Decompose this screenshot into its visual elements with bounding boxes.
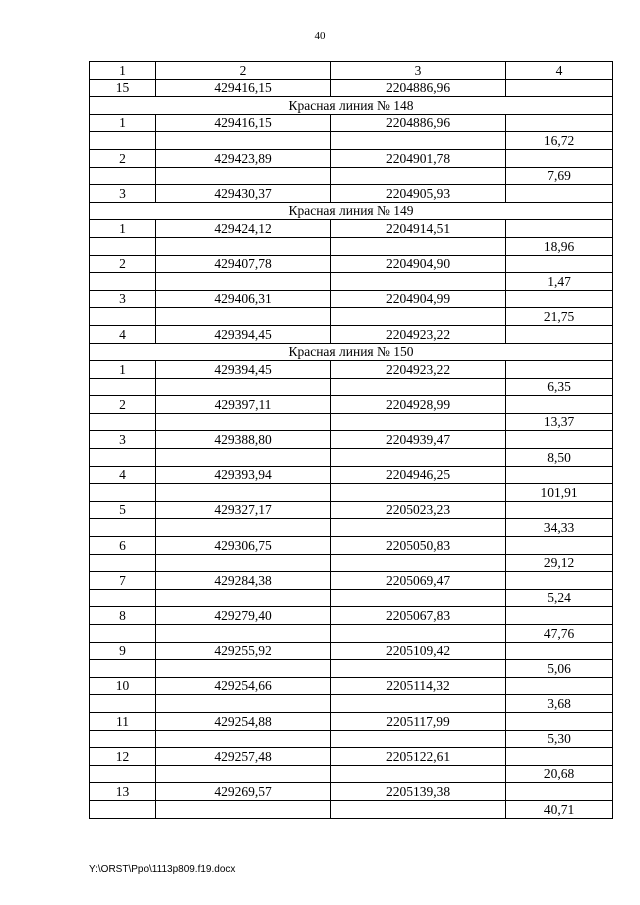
empty-cell <box>506 431 613 449</box>
empty-cell <box>506 114 613 132</box>
empty-cell <box>156 378 331 396</box>
distance-row <box>90 519 613 537</box>
empty-cell <box>156 237 331 255</box>
coordinate-x: 429388,80 <box>156 431 331 449</box>
empty-cell <box>156 484 331 502</box>
distance-row <box>90 308 613 326</box>
segment-length: 29,12 <box>506 554 613 572</box>
empty-cell <box>90 695 156 713</box>
point-number: 6 <box>90 537 156 555</box>
distance-row <box>90 378 613 396</box>
empty-cell <box>156 167 331 185</box>
point-number: 4 <box>90 325 156 343</box>
point-number: 10 <box>90 677 156 695</box>
empty-cell <box>90 660 156 678</box>
empty-cell <box>331 484 506 502</box>
empty-cell <box>506 607 613 625</box>
point-row <box>90 149 613 167</box>
segment-length: 47,76 <box>506 625 613 643</box>
empty-cell <box>331 132 506 150</box>
point-number: 13 <box>90 783 156 801</box>
coordinate-y: 2204904,90 <box>331 255 506 273</box>
coordinate-y: 2205067,83 <box>331 607 506 625</box>
segment-length: 8,50 <box>506 449 613 467</box>
coordinate-y: 2204886,96 <box>331 114 506 132</box>
empty-cell <box>331 800 506 818</box>
point-number: 3 <box>90 431 156 449</box>
empty-cell <box>90 589 156 607</box>
empty-cell <box>506 501 613 519</box>
coordinate-x: 429255,92 <box>156 642 331 660</box>
coordinate-x: 429254,88 <box>156 712 331 730</box>
empty-cell <box>506 149 613 167</box>
coordinate-x: 429394,45 <box>156 325 331 343</box>
empty-cell <box>156 308 331 326</box>
segment-length: 5,24 <box>506 589 613 607</box>
header-cell-4: 4 <box>506 62 613 80</box>
point-number: 2 <box>90 396 156 414</box>
distance-row <box>90 765 613 783</box>
segment-length: 20,68 <box>506 765 613 783</box>
coordinate-y: 2204928,99 <box>331 396 506 414</box>
point-row <box>90 325 613 343</box>
distance-row <box>90 449 613 467</box>
coordinate-y: 2204946,25 <box>331 466 506 484</box>
empty-cell <box>156 589 331 607</box>
empty-cell <box>331 167 506 185</box>
point-number: 5 <box>90 501 156 519</box>
coordinate-y: 2205023,23 <box>331 501 506 519</box>
empty-cell <box>90 237 156 255</box>
coordinate-y: 2205122,61 <box>331 748 506 766</box>
empty-cell <box>506 783 613 801</box>
segment-length: 5,06 <box>506 660 613 678</box>
coordinate-x: 429269,57 <box>156 783 331 801</box>
empty-cell <box>156 800 331 818</box>
point-number: 15 <box>90 79 156 97</box>
distance-row <box>90 413 613 431</box>
point-row <box>90 677 613 695</box>
coordinate-y: 2204905,93 <box>331 185 506 203</box>
point-number: 7 <box>90 572 156 590</box>
coordinate-x: 429393,94 <box>156 466 331 484</box>
distance-row <box>90 660 613 678</box>
coordinate-y: 2205139,38 <box>331 783 506 801</box>
distance-row <box>90 695 613 713</box>
empty-cell <box>331 308 506 326</box>
empty-cell <box>90 273 156 291</box>
coordinate-x: 429424,12 <box>156 220 331 238</box>
coordinate-y: 2205069,47 <box>331 572 506 590</box>
coordinate-y: 2205050,83 <box>331 537 506 555</box>
segment-length: 7,69 <box>506 167 613 185</box>
empty-cell <box>156 660 331 678</box>
empty-cell <box>331 660 506 678</box>
coordinate-x: 429394,45 <box>156 361 331 379</box>
coordinate-x: 429430,37 <box>156 185 331 203</box>
empty-cell <box>90 730 156 748</box>
header-row <box>90 62 613 80</box>
point-row <box>90 79 613 97</box>
empty-cell <box>90 449 156 467</box>
header-cell-3: 3 <box>331 62 506 80</box>
empty-cell <box>156 519 331 537</box>
coordinate-x: 429279,40 <box>156 607 331 625</box>
empty-cell <box>506 185 613 203</box>
empty-cell <box>156 132 331 150</box>
empty-cell <box>331 589 506 607</box>
section-title: Красная линия № 148 <box>90 97 613 115</box>
empty-cell <box>90 167 156 185</box>
distance-row <box>90 167 613 185</box>
point-number: 3 <box>90 290 156 308</box>
empty-cell <box>506 466 613 484</box>
coordinate-x: 429327,17 <box>156 501 331 519</box>
point-row <box>90 783 613 801</box>
distance-row <box>90 800 613 818</box>
segment-length: 21,75 <box>506 308 613 326</box>
empty-cell <box>506 255 613 273</box>
point-row <box>90 431 613 449</box>
coordinate-x: 429254,66 <box>156 677 331 695</box>
point-number: 1 <box>90 114 156 132</box>
point-row <box>90 114 613 132</box>
segment-length: 13,37 <box>506 413 613 431</box>
point-number: 11 <box>90 712 156 730</box>
empty-cell <box>331 237 506 255</box>
coordinate-x: 429257,48 <box>156 748 331 766</box>
empty-cell <box>156 554 331 572</box>
segment-length: 3,68 <box>506 695 613 713</box>
empty-cell <box>156 273 331 291</box>
empty-cell <box>331 519 506 537</box>
empty-cell <box>156 449 331 467</box>
point-row <box>90 642 613 660</box>
empty-cell <box>506 748 613 766</box>
coordinate-y: 2205117,99 <box>331 712 506 730</box>
empty-cell <box>506 642 613 660</box>
point-row <box>90 220 613 238</box>
coordinate-y: 2205114,32 <box>331 677 506 695</box>
empty-cell <box>156 730 331 748</box>
point-number: 8 <box>90 607 156 625</box>
empty-cell <box>90 132 156 150</box>
distance-row <box>90 730 613 748</box>
point-row <box>90 361 613 379</box>
empty-cell <box>331 625 506 643</box>
point-row <box>90 255 613 273</box>
empty-cell <box>506 396 613 414</box>
segment-length: 6,35 <box>506 378 613 396</box>
empty-cell <box>90 625 156 643</box>
empty-cell <box>90 378 156 396</box>
empty-cell <box>506 677 613 695</box>
point-number: 12 <box>90 748 156 766</box>
coordinate-y: 2204914,51 <box>331 220 506 238</box>
footer-file-path: Y:\ORST\Ppo\1113p809.f19.docx <box>89 864 236 875</box>
segment-length: 16,72 <box>506 132 613 150</box>
point-row <box>90 185 613 203</box>
point-number: 1 <box>90 361 156 379</box>
point-number: 1 <box>90 220 156 238</box>
section-title: Красная линия № 150 <box>90 343 613 361</box>
empty-cell <box>90 308 156 326</box>
header-cell-1: 1 <box>90 62 156 80</box>
section-row <box>90 97 613 115</box>
point-row <box>90 396 613 414</box>
empty-cell <box>90 800 156 818</box>
empty-cell <box>156 765 331 783</box>
segment-length: 1,47 <box>506 273 613 291</box>
empty-cell <box>506 572 613 590</box>
empty-cell <box>156 413 331 431</box>
segment-length: 5,30 <box>506 730 613 748</box>
point-row <box>90 572 613 590</box>
empty-cell <box>506 220 613 238</box>
coordinate-x: 429423,89 <box>156 149 331 167</box>
point-row <box>90 748 613 766</box>
coordinate-x: 429397,11 <box>156 396 331 414</box>
empty-cell <box>90 519 156 537</box>
point-row <box>90 501 613 519</box>
empty-cell <box>331 554 506 572</box>
distance-row <box>90 554 613 572</box>
point-number: 9 <box>90 642 156 660</box>
empty-cell <box>90 765 156 783</box>
point-row <box>90 537 613 555</box>
section-row <box>90 343 613 361</box>
coordinate-y: 2205109,42 <box>331 642 506 660</box>
coordinate-x: 429407,78 <box>156 255 331 273</box>
empty-cell <box>506 325 613 343</box>
segment-length: 40,71 <box>506 800 613 818</box>
empty-cell <box>506 290 613 308</box>
coordinate-y: 2204923,22 <box>331 325 506 343</box>
empty-cell <box>90 413 156 431</box>
empty-cell <box>156 695 331 713</box>
empty-cell <box>506 79 613 97</box>
point-row <box>90 466 613 484</box>
coordinate-x: 429416,15 <box>156 114 331 132</box>
empty-cell <box>331 413 506 431</box>
distance-row <box>90 237 613 255</box>
distance-row <box>90 132 613 150</box>
distance-row <box>90 589 613 607</box>
distance-row <box>90 273 613 291</box>
segment-length: 101,91 <box>506 484 613 502</box>
point-number: 3 <box>90 185 156 203</box>
empty-cell <box>506 361 613 379</box>
empty-cell <box>506 712 613 730</box>
distance-row <box>90 625 613 643</box>
empty-cell <box>156 625 331 643</box>
segment-length: 34,33 <box>506 519 613 537</box>
coordinate-x: 429406,31 <box>156 290 331 308</box>
empty-cell <box>506 537 613 555</box>
empty-cell <box>331 449 506 467</box>
coordinates-table <box>89 61 613 819</box>
section-row <box>90 202 613 220</box>
page-number: 40 <box>314 30 326 42</box>
coordinate-x: 429284,38 <box>156 572 331 590</box>
point-row <box>90 290 613 308</box>
coordinate-y: 2204901,78 <box>331 149 506 167</box>
coordinate-x: 429416,15 <box>156 79 331 97</box>
empty-cell <box>90 554 156 572</box>
segment-length: 18,96 <box>506 237 613 255</box>
point-number: 2 <box>90 255 156 273</box>
section-title: Красная линия № 149 <box>90 202 613 220</box>
empty-cell <box>331 378 506 396</box>
empty-cell <box>331 730 506 748</box>
empty-cell <box>331 695 506 713</box>
coordinates-table-body <box>90 62 613 819</box>
point-number: 2 <box>90 149 156 167</box>
empty-cell <box>331 273 506 291</box>
coordinate-y: 2204886,96 <box>331 79 506 97</box>
distance-row <box>90 484 613 502</box>
empty-cell <box>331 765 506 783</box>
coordinate-y: 2204939,47 <box>331 431 506 449</box>
empty-cell <box>90 484 156 502</box>
header-cell-2: 2 <box>156 62 331 80</box>
point-row <box>90 712 613 730</box>
coordinate-x: 429306,75 <box>156 537 331 555</box>
coordinate-y: 2204904,99 <box>331 290 506 308</box>
point-number: 4 <box>90 466 156 484</box>
coordinate-y: 2204923,22 <box>331 361 506 379</box>
point-row <box>90 607 613 625</box>
